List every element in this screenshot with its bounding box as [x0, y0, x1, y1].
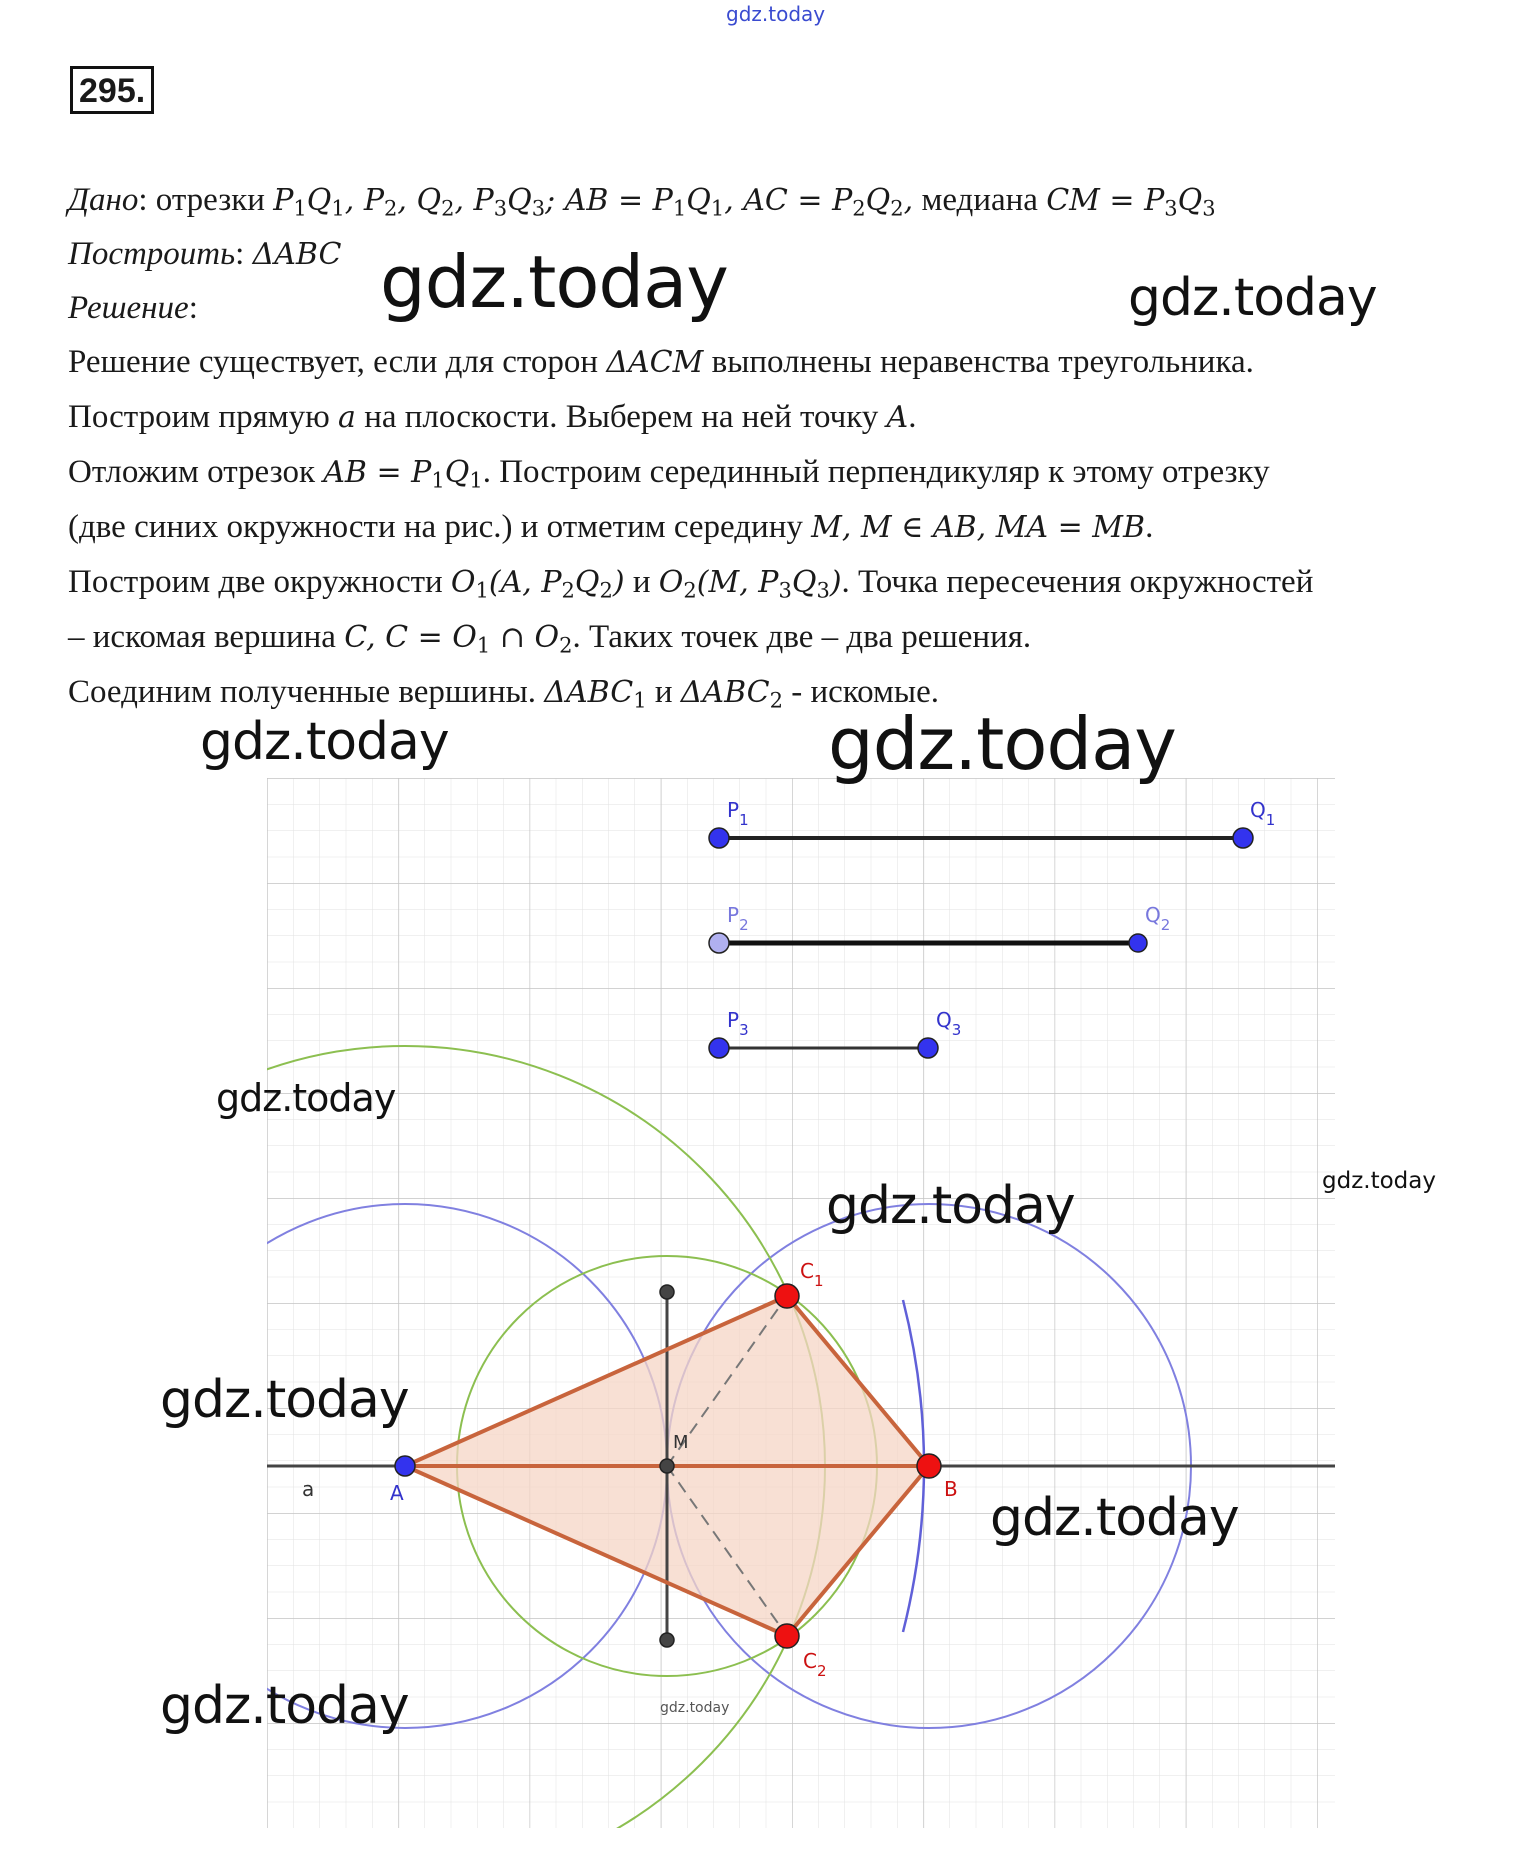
point-c2 [775, 1624, 799, 1648]
solution-label: Решение: [68, 290, 198, 326]
label-b: B [944, 1477, 958, 1501]
build-line: Построить: ΔABC [68, 236, 342, 272]
label-c2: $C_2$ [803, 1649, 827, 1680]
problem-number: 295. [70, 66, 154, 114]
watermark-top: gdz.today [726, 2, 826, 26]
label-p2: $P_2$ [727, 903, 749, 934]
point-bisector-top [660, 1285, 674, 1299]
given-line: Дано: отрезки $P_1Q_1$, $P_2$, $Q_2$, $P_3Q_3$; AB = $P_1Q_1$, AC = $P_2Q_2$, медиана CM = $P_3Q_3$ [68, 182, 1216, 221]
point-q2 [1129, 934, 1147, 952]
watermark: gdz.today [160, 1676, 409, 1736]
point-m [660, 1459, 674, 1473]
label-line-a: a [302, 1477, 315, 1501]
point-p1 [709, 828, 729, 848]
watermark: gdz.today [660, 1700, 730, 1716]
watermark: gdz.today [828, 702, 1176, 786]
solution-line-6: – искомая вершина C, $C = O_1$ ∩ $O_2$. Таких точек две – два решения. [68, 619, 1032, 658]
watermark: gdz.today [216, 1076, 396, 1120]
solution-line-3: Отложим отрезок AB = $P_1Q_1$. Построим серединный перпендикуляр к этому отрезку [68, 454, 1270, 493]
grid-major [267, 778, 1335, 1828]
label-q2: $Q_2$ [1145, 903, 1171, 934]
solution-line-4: (две синих окружности на рис.) и отметим середину M, M ∈ AB, MA = MB. [68, 509, 1154, 545]
watermark: gdz.today [990, 1488, 1239, 1548]
label-c1: $C_1$ [800, 1259, 824, 1290]
watermark: gdz.today [826, 1176, 1075, 1236]
watermark: gdz.today [1128, 268, 1377, 328]
label-m: M [673, 1432, 689, 1453]
label-q1: $Q_1$ [1250, 798, 1276, 829]
point-b [917, 1454, 941, 1478]
label-p3: $P_3$ [727, 1008, 749, 1039]
watermark: gdz.today [380, 240, 728, 324]
solution-line-1: Решение существует, если для сторон ΔACM выполнены неравенства треугольника. [68, 344, 1254, 380]
point-q1 [1233, 828, 1253, 848]
watermark: gdz.today [1322, 1168, 1436, 1194]
point-q3 [918, 1038, 938, 1058]
point-c1 [775, 1284, 799, 1308]
label-p1: $P_1$ [727, 798, 749, 829]
watermark: gdz.today [200, 712, 449, 772]
point-a [395, 1456, 415, 1476]
label-q3: $Q_3$ [936, 1008, 962, 1039]
label-a: A [390, 1481, 404, 1505]
solution-line-2: Построим прямую a на плоскости. Выберем на ней точку A. [68, 399, 917, 435]
solution-line-5: Построим две окружности $O_1(A$, $P_2Q_2$) и $O_2(M$, $P_3Q_3$). Точка пересечения окружностей [68, 564, 1314, 603]
point-p2 [709, 933, 729, 953]
point-bisector-bottom [660, 1633, 674, 1647]
watermark: gdz.today [160, 1370, 409, 1430]
point-p3 [709, 1038, 729, 1058]
solution-line-7: Соединим полученные вершины. $\Delta ABC_1$ и $\Delta ABC_2$ - искомые. [68, 674, 939, 713]
